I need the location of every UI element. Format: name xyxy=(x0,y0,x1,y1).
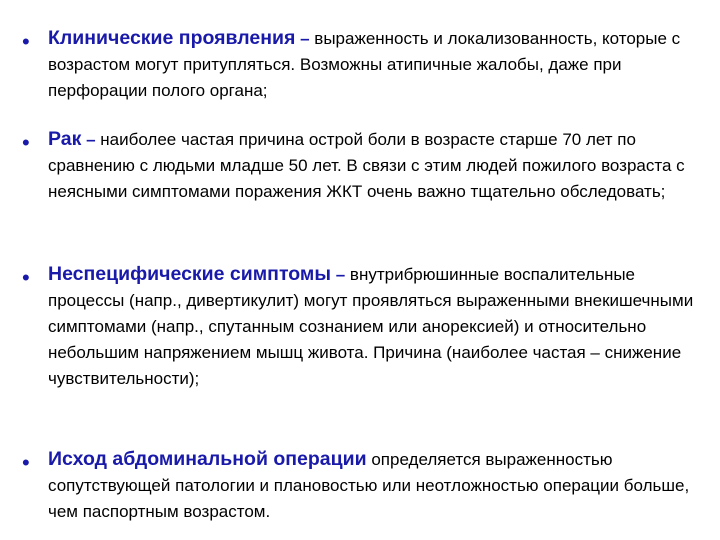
bullet-dot-icon: • xyxy=(22,130,30,155)
bullet-description: выраженность и локализованность, которые с возрастом могут притупляться. Возможны атипичные жалобы, даже при перфорации полого органа; xyxy=(48,29,681,100)
bullet-term: Неспецифические симптомы xyxy=(48,263,331,285)
bullet-text xyxy=(48,446,707,525)
bullet-dot-icon: • xyxy=(22,450,30,475)
bullet-description: наиболее частая причина острой боли в возрасте старше 70 лет по сравнению с людьми младше 50 лет. В связи с этим людей пожилого возраста с неясными симптомами поражения ЖКТ очень важно тщательно обследовать; xyxy=(48,130,685,201)
bullet-dash: – xyxy=(81,130,101,149)
bullet-dot-icon: • xyxy=(22,29,30,54)
bullet-text xyxy=(48,126,707,205)
bullet-item-nonspecific-symptoms xyxy=(22,261,707,392)
bullet-text xyxy=(48,25,707,104)
bullet-dash: – xyxy=(331,265,350,284)
bullet-text xyxy=(48,261,707,392)
bullet-term: Рак xyxy=(48,128,82,150)
bullet-dot-icon: • xyxy=(22,265,30,290)
bullet-dash: – xyxy=(295,29,315,48)
bullet-item-clinical-manifestations xyxy=(22,25,707,104)
bullet-item-surgery-outcome xyxy=(22,446,707,525)
bullet-item-cancer xyxy=(22,126,707,205)
bullet-description: внутрибрюшинные воспалительные процессы (напр., дивертикулит) могут проявляться выраженными внекишечными симптомами (напр., спутанным сознанием или анорексией) и относительно небольшим напряжением мышц живота. Причина (наиболее частая – снижение чувствительности); xyxy=(48,265,694,388)
bullet-term: Клинические проявления xyxy=(48,27,296,49)
bullet-description: определяется выраженностью сопутствующей патологии и плановостью или неотложностью операции больше, чем паспортным возрастом. xyxy=(48,450,690,521)
bullet-term: Исход абдоминальной операции xyxy=(48,448,367,470)
